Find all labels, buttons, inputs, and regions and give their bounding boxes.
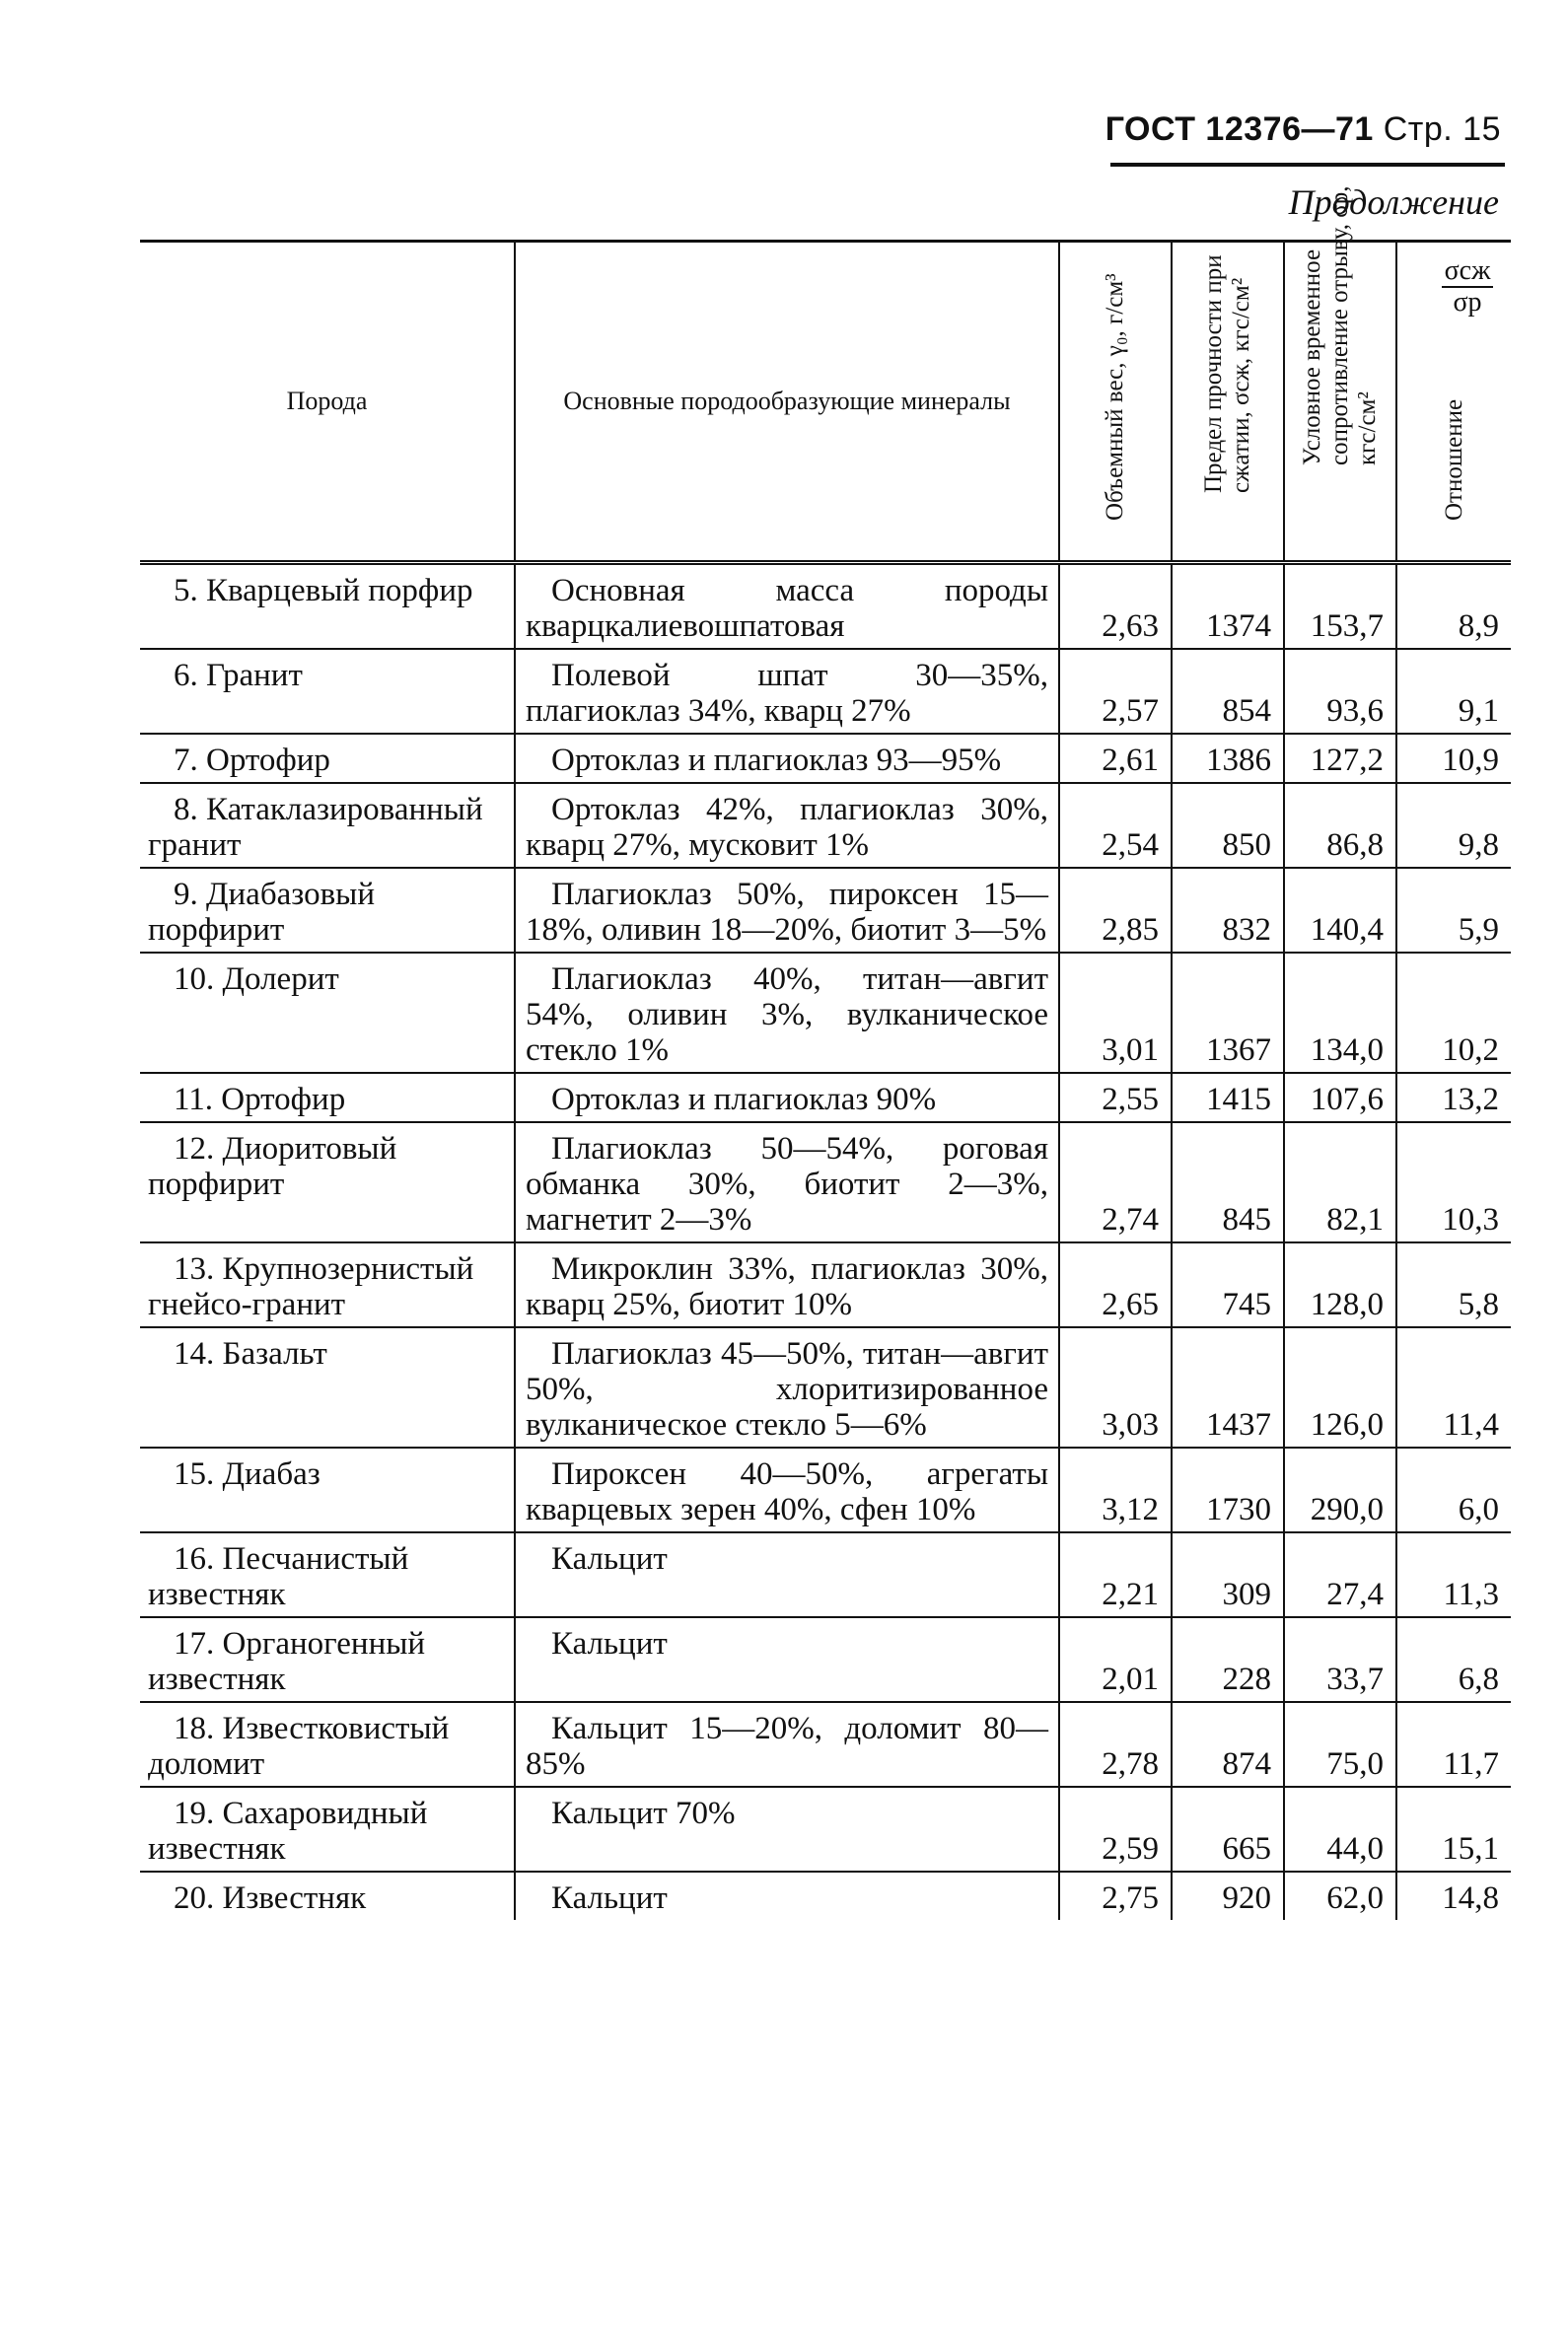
document-header: [1105, 110, 1501, 149]
header-rule: [1110, 163, 1505, 167]
minerals-cell: [515, 783, 1059, 868]
density-cell: [1059, 783, 1172, 868]
density-cell: [1059, 868, 1172, 953]
minerals-text: Полевой шпат 30—35%, плагиоклаз 34%, кварц 27%: [526, 658, 1048, 729]
table-row: [140, 953, 1511, 1073]
strength-ratio-cell: [1396, 563, 1511, 650]
density-cell: [1059, 1122, 1172, 1242]
compressive-strength-cell: [1172, 953, 1284, 1073]
density-cell: [1059, 1327, 1172, 1448]
rock-name-cell: [140, 868, 515, 953]
minerals-cell: [515, 1122, 1059, 1242]
tensile-strength-text: 33,7: [1326, 1662, 1384, 1697]
density-text: 2,57: [1102, 693, 1159, 729]
tensile-strength-text: 93,6: [1326, 693, 1384, 729]
compressive-strength-cell: [1172, 734, 1284, 783]
strength-ratio-text: 10,9: [1442, 743, 1499, 778]
table-row: [140, 1327, 1511, 1448]
rock-name-text: 20. Известняк: [174, 1880, 367, 1916]
rock-name-cell: [140, 783, 515, 868]
compressive-strength-cell: [1172, 868, 1284, 953]
tensile-strength-cell: [1284, 1617, 1396, 1702]
compressive-strength-cell: [1172, 1448, 1284, 1532]
strength-ratio-text: 14,8: [1442, 1880, 1499, 1916]
table-row: [140, 1787, 1511, 1872]
rock-name-text: 7. Ортофир: [174, 743, 330, 778]
tensile-strength-cell: [1284, 1532, 1396, 1617]
minerals-text: Плагиоклаз 40%, титан—авгит 54%, оливин 3%, вулканическое стекло 1%: [526, 961, 1048, 1068]
compressive-strength-cell: [1172, 1242, 1284, 1327]
tensile-strength-cell: [1284, 1872, 1396, 1920]
strength-ratio-cell: [1396, 1327, 1511, 1448]
compressive-strength-text: 920: [1222, 1880, 1271, 1916]
density-cell: [1059, 1532, 1172, 1617]
column-header-density: Объемный вес, γ₀, г/см³: [1059, 242, 1172, 563]
rock-name-text: 13. Крупнозернистый гнейсо-гранит: [148, 1251, 474, 1322]
compressive-strength-text: 1415: [1206, 1082, 1271, 1117]
minerals-cell: [515, 563, 1059, 650]
minerals-cell: [515, 649, 1059, 734]
density-text: 2,78: [1102, 1746, 1159, 1782]
density-text: 2,63: [1102, 608, 1159, 644]
table-row: [140, 649, 1511, 734]
minerals-cell: [515, 1617, 1059, 1702]
table-row: [140, 1702, 1511, 1787]
compressive-strength-text: 1386: [1206, 743, 1271, 778]
compressive-strength-text: 665: [1222, 1831, 1271, 1867]
density-text: 2,01: [1102, 1662, 1159, 1697]
table-row: [140, 1448, 1511, 1532]
compressive-strength-text: 874: [1222, 1746, 1271, 1782]
page-number: Стр. 15: [1383, 110, 1501, 148]
rock-name-cell: [140, 1787, 515, 1872]
minerals-text: Плагиоклаз 45—50%, титан—авгит 50%, хлоритизированное вулканическое стекло 5—6%: [526, 1336, 1048, 1443]
strength-ratio-cell: [1396, 1073, 1511, 1122]
strength-ratio-text: 8,9: [1458, 608, 1499, 644]
table-row: [140, 868, 1511, 953]
minerals-text: Ортоклаз и плагиоклаз 93—95%: [551, 743, 1002, 778]
rock-name-text: 17. Органогенный известняк: [148, 1626, 426, 1697]
density-text: 2,75: [1102, 1880, 1159, 1916]
rock-name-cell: [140, 1532, 515, 1617]
compressive-strength-text: 845: [1222, 1202, 1271, 1238]
strength-ratio-text: 5,9: [1458, 912, 1499, 948]
rock-name-cell: [140, 734, 515, 783]
strength-ratio-text: 5,8: [1458, 1287, 1499, 1322]
rock-name-text: 8. Катаклазированный гранит: [148, 792, 483, 863]
density-cell: [1059, 1617, 1172, 1702]
density-cell: [1059, 953, 1172, 1073]
table-row: [140, 1532, 1511, 1617]
compressive-strength-text: 1437: [1206, 1407, 1271, 1443]
column-header-minerals: Основные породообразующие минералы: [515, 242, 1059, 563]
strength-ratio-text: 11,4: [1443, 1407, 1499, 1443]
compressive-strength-text: 228: [1222, 1662, 1271, 1697]
strength-ratio-text: 15,1: [1442, 1831, 1499, 1867]
compressive-strength-text: 1374: [1206, 608, 1271, 644]
compressive-strength-cell: [1172, 1073, 1284, 1122]
strength-ratio-text: 13,2: [1442, 1082, 1499, 1117]
compressive-strength-cell: [1172, 1327, 1284, 1448]
density-text: 2,85: [1102, 912, 1159, 948]
table-header-row: [140, 242, 1511, 563]
minerals-text: Кальцит 70%: [551, 1796, 736, 1831]
strength-ratio-cell: [1396, 1532, 1511, 1617]
tensile-strength-text: 126,0: [1310, 1407, 1384, 1443]
tensile-strength-text: 153,7: [1310, 608, 1384, 644]
density-cell: [1059, 1872, 1172, 1920]
tensile-strength-text: 82,1: [1326, 1202, 1384, 1238]
strength-ratio-cell: [1396, 783, 1511, 868]
column-header-rock: Порода: [140, 242, 515, 563]
compressive-strength-cell: [1172, 1872, 1284, 1920]
minerals-cell: [515, 1872, 1059, 1920]
compressive-strength-cell: [1172, 649, 1284, 734]
density-text: 2,54: [1102, 827, 1159, 863]
minerals-cell: [515, 1702, 1059, 1787]
compressive-strength-text: 854: [1222, 693, 1271, 729]
tensile-strength-text: 62,0: [1326, 1880, 1384, 1916]
column-header-tensile: Условное временное сопротивление отрыву, σр, кгс/см²: [1284, 242, 1396, 563]
tensile-strength-text: 127,2: [1310, 743, 1384, 778]
tensile-strength-cell: [1284, 1787, 1396, 1872]
compressive-strength-cell: [1172, 783, 1284, 868]
rock-name-cell: [140, 1448, 515, 1532]
minerals-cell: [515, 1787, 1059, 1872]
tensile-strength-text: 44,0: [1326, 1831, 1384, 1867]
standard-number: ГОСТ 12376—71: [1105, 110, 1374, 148]
tensile-strength-cell: [1284, 563, 1396, 650]
strength-ratio-cell: [1396, 734, 1511, 783]
column-header-compressive: Предел прочности при сжатии, σсж, кгс/см²: [1172, 242, 1284, 563]
tensile-strength-cell: [1284, 783, 1396, 868]
tensile-strength-cell: [1284, 1122, 1396, 1242]
continuation-label: Продолжение: [1288, 182, 1499, 222]
compressive-strength-cell: [1172, 1532, 1284, 1617]
ratio-denominator: σр: [1453, 287, 1482, 318]
tensile-strength-text: 128,0: [1310, 1287, 1384, 1322]
compressive-strength-cell: [1172, 1702, 1284, 1787]
density-cell: [1059, 734, 1172, 783]
density-cell: [1059, 1787, 1172, 1872]
density-text: 3,01: [1102, 1032, 1159, 1068]
compressive-strength-cell: [1172, 1122, 1284, 1242]
compressive-strength-text: 1730: [1206, 1492, 1271, 1527]
rock-name-text: 9. Диабазовый порфирит: [148, 877, 376, 948]
tensile-strength-cell: [1284, 649, 1396, 734]
minerals-cell: [515, 1073, 1059, 1122]
density-text: 2,21: [1102, 1577, 1159, 1612]
density-cell: [1059, 1073, 1172, 1122]
tensile-strength-text: 140,4: [1310, 912, 1384, 948]
tensile-strength-cell: [1284, 1327, 1396, 1448]
table-row: [140, 1872, 1511, 1920]
density-text: 2,55: [1102, 1082, 1159, 1117]
density-text: 2,74: [1102, 1202, 1159, 1238]
tensile-strength-text: 290,0: [1310, 1492, 1384, 1527]
minerals-text: Пироксен 40—50%, агрегаты кварцевых зерен 40%, сфен 10%: [526, 1456, 1048, 1527]
rock-name-text: 5. Кварцевый порфир: [174, 573, 473, 608]
density-text: 2,65: [1102, 1287, 1159, 1322]
strength-ratio-text: 9,1: [1458, 693, 1499, 729]
density-cell: [1059, 649, 1172, 734]
rock-name-text: 11. Ортофир: [174, 1082, 346, 1117]
strength-ratio-cell: [1396, 1122, 1511, 1242]
strength-ratio-text: 11,3: [1443, 1577, 1499, 1612]
strength-ratio-cell: [1396, 1448, 1511, 1532]
rock-name-cell: [140, 1242, 515, 1327]
tensile-strength-cell: [1284, 953, 1396, 1073]
rock-name-cell: [140, 1617, 515, 1702]
compressive-strength-text: 850: [1222, 827, 1271, 863]
table-row: [140, 1122, 1511, 1242]
minerals-text: Кальцит: [551, 1626, 668, 1662]
tensile-strength-text: 75,0: [1326, 1746, 1384, 1782]
rock-name-text: 16. Песчанистый известняк: [148, 1541, 409, 1612]
table-body: [140, 563, 1511, 1921]
minerals-cell: [515, 1327, 1059, 1448]
ratio-numerator: σсж: [1442, 256, 1493, 288]
strength-ratio-text: 6,0: [1458, 1492, 1499, 1527]
compressive-strength-text: 309: [1222, 1577, 1271, 1612]
strength-ratio-text: 11,7: [1443, 1746, 1499, 1782]
rock-name-text: 6. Гранит: [174, 658, 303, 693]
table-row: [140, 563, 1511, 650]
table-row: [140, 734, 1511, 783]
strength-ratio-text: 10,2: [1442, 1032, 1499, 1068]
strength-ratio-cell: [1396, 1787, 1511, 1872]
density-text: 2,59: [1102, 1831, 1159, 1867]
minerals-text: Кальцит 15—20%, доломит 80—85%: [526, 1711, 1048, 1782]
tensile-strength-cell: [1284, 734, 1396, 783]
rock-name-cell: [140, 649, 515, 734]
minerals-cell: [515, 868, 1059, 953]
compressive-strength-cell: [1172, 1787, 1284, 1872]
rock-name-text: 15. Диабаз: [174, 1456, 321, 1492]
tensile-strength-cell: [1284, 1242, 1396, 1327]
rock-name-cell: [140, 1872, 515, 1920]
rock-name-cell: [140, 1073, 515, 1122]
rock-name-cell: [140, 953, 515, 1073]
strength-ratio-cell: [1396, 649, 1511, 734]
minerals-text: Кальцит: [551, 1541, 668, 1577]
tensile-strength-text: 107,6: [1310, 1082, 1384, 1117]
tensile-strength-cell: [1284, 868, 1396, 953]
minerals-text: Ортоклаз 42%, плагиоклаз 30%, кварц 27%, мусковит 1%: [526, 792, 1048, 863]
rock-name-cell: [140, 1122, 515, 1242]
tensile-strength-cell: [1284, 1073, 1396, 1122]
minerals-cell: [515, 953, 1059, 1073]
table-row: [140, 1617, 1511, 1702]
minerals-cell: [515, 1532, 1059, 1617]
rock-name-cell: [140, 1327, 515, 1448]
minerals-cell: [515, 734, 1059, 783]
tensile-strength-text: 86,8: [1326, 827, 1384, 863]
strength-ratio-cell: [1396, 1617, 1511, 1702]
table-row: [140, 783, 1511, 868]
compressive-strength-text: 745: [1222, 1287, 1271, 1322]
minerals-text: Ортоклаз и плагиоклаз 90%: [551, 1082, 937, 1117]
table-row: [140, 1242, 1511, 1327]
density-cell: [1059, 563, 1172, 650]
strength-ratio-cell: [1396, 1872, 1511, 1920]
rock-name-cell: [140, 1702, 515, 1787]
strength-ratio-cell: [1396, 1242, 1511, 1327]
density-text: 3,03: [1102, 1407, 1159, 1443]
ratio-fraction: [1442, 256, 1493, 318]
minerals-text: Кальцит: [551, 1880, 668, 1916]
minerals-text: Основная масса породы кварцкалиевошпатовая: [526, 573, 1048, 644]
minerals-text: Плагиоклаз 50%, пироксен 15—18%, оливин 18—20%, биотит 3—5%: [526, 877, 1048, 948]
tensile-strength-text: 27,4: [1326, 1577, 1384, 1612]
strength-ratio-cell: [1396, 868, 1511, 953]
table-row: [140, 1073, 1511, 1122]
compressive-strength-cell: [1172, 563, 1284, 650]
minerals-text: Плагиоклаз 50—54%, роговая обманка 30%, биотит 2—3%, магнетит 2—3%: [526, 1131, 1048, 1238]
strength-ratio-text: 9,8: [1458, 827, 1499, 863]
rock-name-text: 19. Сахаровидный известняк: [148, 1796, 428, 1867]
strength-ratio-cell: [1396, 1702, 1511, 1787]
compressive-strength-text: 832: [1222, 912, 1271, 948]
density-cell: [1059, 1702, 1172, 1787]
rock-name-text: 12. Диоритовый порфирит: [148, 1131, 397, 1202]
density-cell: [1059, 1448, 1172, 1532]
rock-name-text: 18. Известковистый доломит: [148, 1711, 450, 1782]
rock-name-text: 10. Долерит: [174, 961, 339, 997]
strength-ratio-cell: [1396, 953, 1511, 1073]
minerals-cell: [515, 1448, 1059, 1532]
compressive-strength-cell: [1172, 1617, 1284, 1702]
rock-name-text: 14. Базальт: [174, 1336, 327, 1372]
minerals-text: Микроклин 33%, плагиоклаз 30%, кварц 25%, биотит 10%: [526, 1251, 1048, 1322]
tensile-strength-cell: [1284, 1448, 1396, 1532]
strength-ratio-text: 6,8: [1458, 1662, 1499, 1697]
compressive-strength-text: 1367: [1206, 1032, 1271, 1068]
minerals-cell: [515, 1242, 1059, 1327]
density-text: 2,61: [1102, 743, 1159, 778]
column-header-ratio: Отношение σсж σр: [1396, 242, 1511, 563]
tensile-strength-text: 134,0: [1310, 1032, 1384, 1068]
strength-ratio-text: 10,3: [1442, 1202, 1499, 1238]
density-cell: [1059, 1242, 1172, 1327]
rock-name-cell: [140, 563, 515, 650]
density-text: 3,12: [1102, 1492, 1159, 1527]
tensile-strength-cell: [1284, 1702, 1396, 1787]
